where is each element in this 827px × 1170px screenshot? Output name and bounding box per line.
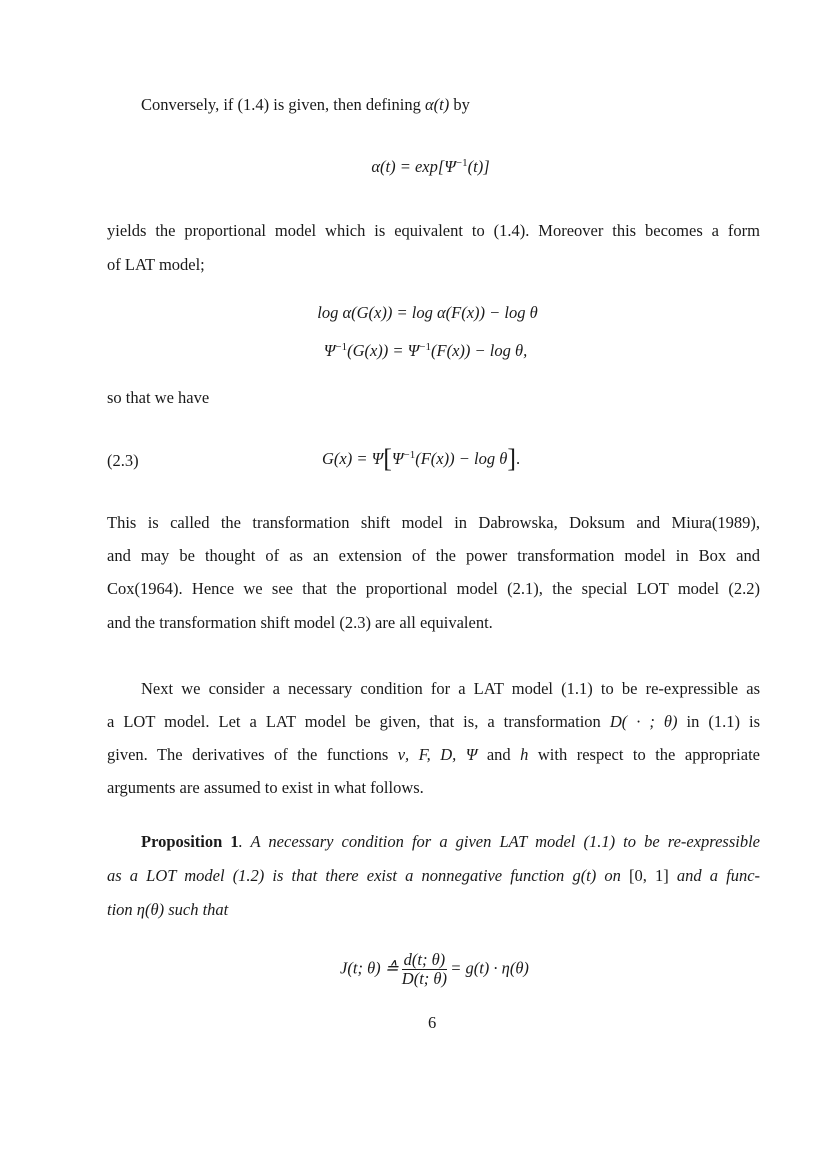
text-conversely: Conversely, if (1.4) is given, then defining [141,95,425,114]
math-h: h [520,745,529,764]
proposition-1-line2 [107,866,760,886]
equation-J [21,951,827,988]
proposition-text-2a: as a LOT model (1.2) is that there exist a nonnegative function [107,866,573,885]
page-number: 6 [428,1013,437,1032]
proposition-1-line1 [141,832,760,852]
proposition-1-line3 [107,900,228,920]
math-functions: ν, F, D, Ψ [397,745,478,764]
text-let-lat: a LOT model. Let a LAT model be given, that is, a transformation [107,712,610,731]
math-eta-theta: η(θ) [136,900,165,919]
paragraph-transformation-shift-line3: Cox(1964). Hence we see that the proportional model (2.1), the special LOT model (2.2) [107,579,760,598]
eq23-inner-b: (F(x)) − log θ [415,449,508,468]
text-and: and [477,745,521,764]
equation-log-psi [12,341,827,361]
eq23-close-bracket: ] [507,444,516,473]
eq-log2-sup2: −1 [419,341,432,353]
paragraph-next-line1: Next we consider a necessary condition for a LAT model (1.1) to be re-expressible as [141,679,760,698]
eq-log2-b: (G(x)) = Ψ [347,341,420,360]
text-in-1-1: in (1.1) is [677,712,760,731]
eq-log2-sup1: −1 [335,341,348,353]
paragraph-yields-line2: of LAT model; [107,255,205,274]
proposition-label: Proposition 1 [141,832,239,851]
eq-J-denominator: D(t; θ) [401,969,448,988]
eq23-open-bracket: [ [383,444,392,473]
paragraph-transformation-shift-line4: and the transformation shift model (2.3) are all equivalent. [107,613,493,632]
eq-J-fraction [402,951,448,988]
paragraph-conversely [141,95,470,115]
eq23-lhs: G(x) = Ψ [322,449,384,468]
equation-alpha [17,157,827,177]
eq23-sup: −1 [403,449,416,461]
math-D-theta: D( · ; θ) [609,712,678,731]
paragraph-next-line2 [107,712,760,732]
eq-J-numerator: d(t; θ) [403,950,446,969]
proposition-text-3a: tion [107,900,137,919]
math-interval: [0, 1] [629,866,669,885]
math-g-t: g(t) [572,866,597,885]
equation-number-2-3: (2.3) [107,451,139,470]
eq23-end: . [515,449,521,468]
proposition-text-1: . A necessary condition for a given LAT model (1.1) to be re-expressible [238,832,760,851]
paragraph-transformation-shift-line2: and may be thought of as an extension of the power transformation model in Box and [107,546,760,565]
eq-log2-a: Ψ [323,341,336,360]
proposition-text-2c: and a func- [668,866,761,885]
eq-log1: log α(G(x)) = log α(F(x)) − log θ [317,303,538,322]
paragraph-so-that: so that we have [107,388,210,407]
eq-log2-c: (F(x)) − log θ, [431,341,528,360]
eq-J-lhs: J(t; θ) ≙ [340,958,399,978]
math-alpha-t: α(t) [424,95,450,114]
proposition-text-2b: on [596,866,630,885]
paragraph-transformation-shift-line1: This is called the transformation shift model in Dabrowska, Doksum and Miura(1989), [107,513,760,532]
eq-alpha-main: α(t) = exp[Ψ [371,157,456,176]
eq-alpha-end: (t)] [467,157,490,176]
equation-log-alpha [14,303,827,323]
eq23-inner-a: Ψ [391,449,404,468]
text-derivatives: given. The derivatives of the functions [107,745,398,764]
equation-2-3 [322,444,521,473]
text-by: by [449,95,470,114]
eq-J-rhs: = g(t) · η(θ) [450,958,529,978]
proposition-text-3b: such that [164,900,229,919]
paragraph-next-line4: arguments are assumed to exist in what follows. [107,778,424,797]
text-with-respect: with respect to the appropriate [528,745,760,764]
paragraph-yields-line1: yields the proportional model which is equivalent to (1.4). Moreover this becomes a form [107,221,760,240]
eq-alpha-sup: −1 [455,157,468,169]
paragraph-next-line3 [107,745,760,765]
